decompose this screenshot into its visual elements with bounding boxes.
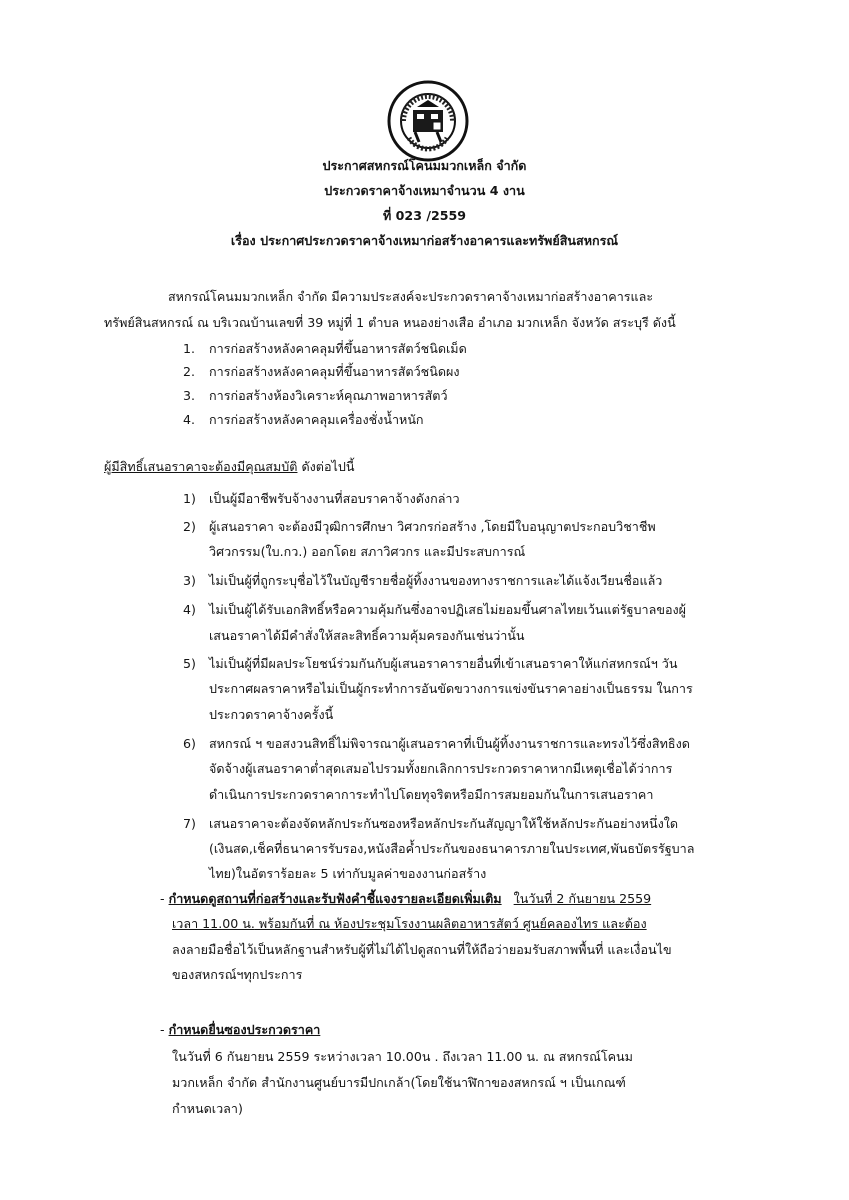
announcement-number: ที่ 023 /2559 (382, 208, 466, 223)
project-text: การก่อสร้างห้องวิเคราะห์คุณภาพอาหารสัตว์ (209, 388, 448, 403)
qualification-number: 6) (183, 736, 196, 751)
site-visit-dash: - (160, 891, 165, 906)
qualification-line: จัดจ้างผู้เสนอราคาต่ำสุดเสมอไปรวมทั้งยกเลิกการประกวดราคาหากมีเหตุเชื่อได้ว่าการ (209, 761, 673, 776)
qualification-line: เสนอราคาได้มีคำสั่งให้สละสิทธิ์ความคุ้มครองกันเช่นว่านั้น (209, 628, 525, 643)
qualification-line: ไม่เป็นผู้ที่ถูกระบุชื่อไว้ในบัญชีรายชื่อผู้ทิ้งงานของทางราชการและได้แจ้งเวียนชื่อแล้ว (209, 573, 663, 588)
site-visit-heading: กำหนดดูสถานที่ก่อสร้างและรับฟังคำชี้แจงรายละเอียดเพิ่มเติม (168, 891, 502, 906)
site-visit-line-2 (172, 915, 647, 934)
qualification-line: ดำเนินการประกวดราคาการะทำไปโดยทุจริตหรือมีการสมยอมกันในการเสนอราคา (209, 787, 654, 802)
submission-heading: กำหนดยื่นซองประกวดราคา (168, 1022, 321, 1037)
project-item (183, 363, 460, 382)
qualification-item (183, 655, 209, 674)
project-number: 3. (183, 388, 196, 403)
submission-line-3: กำหนดเวลา) (172, 1101, 243, 1116)
qualification-line: ไม่เป็นผู้ได้รับเอกสิทธิ์หรือความคุ้มกันซึ่งอาจปฏิเสธไม่ยอมขึ้นศาลไทยเว้นแต่รัฐบาลของผู้ (209, 602, 687, 617)
intro-line-1: สหกรณ์โคนมมวกเหล็ก จำกัด มีความประสงค์จะประกวดราคาจ้างเหมาก่อสร้างอาคารและ (168, 289, 654, 304)
project-item (183, 411, 424, 430)
qualification-item (183, 601, 209, 620)
submission-line-1: ในวันที่ 6 กันยายน 2559 ระหว่างเวลา 10.00น . ถึงเวลา 11.00 น. ณ สหกรณ์โคนม (172, 1049, 633, 1064)
qualification-line: เป็นผู้มีอาชีพรับจ้างงานที่สอบราคาจ้างดังกล่าว (209, 491, 460, 506)
qualification-number: 7) (183, 816, 196, 831)
site-visit-time: เวลา 11.00 น. (172, 916, 255, 931)
site-visit-line-4: ของสหกรณ์ฯทุกประการ (172, 967, 303, 982)
project-text: การก่อสร้างหลังคาคลุมที่ขึ้นอาหารสัตว์ชนิดผง (209, 364, 460, 379)
qualification-number: 3) (183, 573, 196, 588)
project-text: การก่อสร้างหลังคาคลุมเครื่องชั่งน้ำหนัก (209, 412, 424, 427)
qualification-item (183, 572, 209, 591)
qualification-item (183, 735, 209, 754)
announcement-subtitle: ประกวดราคาจ้างเหมาจำนวน 4 งาน (324, 183, 525, 198)
qualification-number: 1) (183, 491, 196, 506)
site-visit-line-1 (160, 890, 651, 909)
qualification-line: ผู้เสนอราคา จะต้องมีวุฒิการศึกษา วิศวกรก่อสร้าง ,โดยมีใบอนุญาตประกอบวิชาชีพ (209, 519, 656, 534)
announcement-subject: เรื่อง ประกาศประกวดราคาจ้างเหมาก่อสร้างอาคารและทรัพย์สินสหกรณ์ (230, 233, 619, 248)
site-visit-line-3: ลงลายมือชื่อไว้เป็นหลักฐานสำหรับผู้ที่ไม่ได้ไปดูสถานที่ให้ถือว่ายอมรับสภาพพื้นที่ และเงื่อนไข (172, 942, 672, 957)
project-number: 4. (183, 412, 196, 427)
qualification-line: ประกวดราคาจ้างครั้งนี้ (209, 707, 334, 722)
project-number: 1. (183, 341, 196, 356)
qualification-item (183, 490, 209, 509)
project-item (183, 340, 467, 359)
cooperative-seal-icon (387, 80, 469, 162)
qualification-line: วิศวกรรม(ใบ.กว.) ออกโดย สภาวิศวกร และมีประสบการณ์ (209, 544, 526, 559)
qualifications-heading-tail: ดังต่อไปนี้ (297, 459, 355, 474)
project-text: การก่อสร้างหลังคาคลุมที่ขึ้นอาหารสัตว์ชนิดเม็ด (209, 341, 467, 356)
qualification-line: ไทย)ในอัตราร้อยละ 5 เท่ากับมูลค่าของงานก่อสร้าง (209, 866, 487, 881)
qualification-item (183, 815, 209, 834)
qualification-item (183, 518, 209, 537)
qualification-number: 4) (183, 602, 196, 617)
qualification-number: 2) (183, 519, 196, 534)
qualifications-heading-text: ผู้มีสิทธิ์เสนอราคาจะต้องมีคุณสมบัติ (104, 459, 298, 474)
submission-dash: - (160, 1022, 165, 1037)
qualification-number: 5) (183, 656, 196, 671)
qualifications-heading (104, 458, 354, 477)
intro-line-2: ทรัพย์สินสหกรณ์ ณ บริเวณบ้านเลขที่ 39 หมู่ที่ 1 ตำบล หนองย่างเสือ อำเภอ มวกเหล็ก จังหวัด สระบุรี ดังนี้ (104, 315, 676, 330)
site-visit-location: พร้อมกันที่ ณ ห้องประชุมโรงงานผลิตอาหารสัตว์ ศูนย์คลองไทร และต้อง (254, 916, 647, 931)
qualification-line: (เงินสด,เช็คที่ธนาคารรับรอง,หนังสือค้ำประกันของธนาคารภายในประเทศ,พันธบัตรรัฐบาล (209, 841, 695, 856)
qualification-line: สหกรณ์ ฯ ขอสงวนสิทธิ์ไม่พิจารณาผู้เสนอราคาที่เป็นผู้ทิ้งงานราชการและทรงไว้ซึ่งสิทธิงด (209, 736, 690, 751)
announcement-title: ประกาศสหกรณ์โคนมมวกเหล็ก จำกัด (322, 158, 527, 173)
submission-heading-line (160, 1021, 320, 1040)
project-number: 2. (183, 364, 196, 379)
qualification-line: ประกาศผลราคาหรือไม่เป็นผู้กระทำการอันขัดขวางการแข่งขันราคาอย่างเป็นธรรม ในการ (209, 681, 693, 696)
qualification-line: ไม่เป็นผู้ที่มีผลประโยชน์ร่วมกันกับผู้เสนอราคารายอื่นที่เข้าเสนอราคาให้แก่สหกรณ์ฯ วัน (209, 656, 678, 671)
site-visit-date: ในวันที่ 2 กันยายน 2559 (513, 891, 652, 906)
submission-line-2: มวกเหล็ก จำกัด สำนักงานศูนย์บารมีปกเกล้า(โดยใช้นาฬิกาของสหกรณ์ ฯ เป็นเกณฑ์ (172, 1075, 626, 1090)
project-item (183, 387, 448, 406)
qualification-line: เสนอราคาจะต้องจัดหลักประกันซองหรือหลักประกันสัญญาให้ใช้หลักประกันอย่างหนึ่งใด (209, 816, 679, 831)
